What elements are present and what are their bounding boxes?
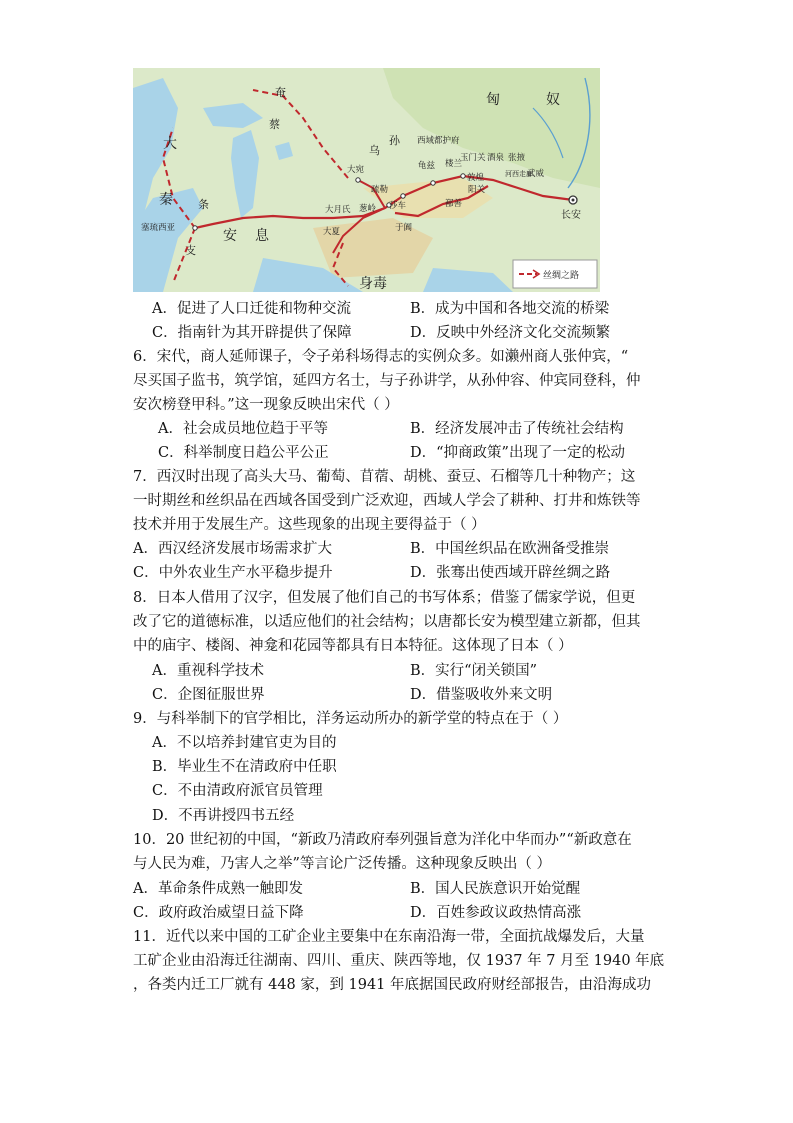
map-label-anxi-2: 息 xyxy=(255,228,269,244)
q10-option-b: B．国人民族意识开始觉醒 xyxy=(410,881,581,897)
q9-option-b: B．毕业生不在清政府中任职 xyxy=(152,759,337,775)
map-label-yangguan: 阳关 xyxy=(468,185,486,195)
q10-option-d: D．百姓参政议政热情高涨 xyxy=(410,905,582,921)
q7-stem-line-1: 7．西汉时出现了高头大马、葡萄、苜蓿、胡桃、蚕豆、石榴等几十种物产；这 xyxy=(133,469,636,485)
q8-option-b: B．实行“闭关锁国” xyxy=(410,663,537,679)
map-label-shanshan: 鄯善 xyxy=(445,199,463,209)
q11-stem-line-2: 工矿企业由沿海迁往湖南、四川、重庆、陕西等地，仅 1937 年 7 月至 1940 年底 xyxy=(133,953,665,969)
city-dot xyxy=(431,181,435,185)
city-dot xyxy=(401,194,405,198)
q5-option-c: C．指南针为其开辟提供了保障 xyxy=(152,325,352,341)
map-label-anxi-1: 安 xyxy=(223,228,237,244)
map-label-xiongnu-1: 匈 xyxy=(486,92,500,108)
map-label-tiao: 条 xyxy=(198,198,209,211)
map-label-hexi: 河西走廊 xyxy=(505,170,533,178)
map-label-qin: 秦 xyxy=(159,192,173,208)
map-label-shache: 莎车 xyxy=(389,201,407,211)
q5-option-d: D．反映中外经济文化交流频繁 xyxy=(410,325,611,341)
map-label-shendu: 身毒 xyxy=(359,276,387,292)
q7-option-d: D．张骞出使西域开辟丝绸之路 xyxy=(410,565,611,581)
q8-option-d: D．借鉴吸收外来文明 xyxy=(410,687,553,703)
q8-option-c: C．企图征服世界 xyxy=(152,687,265,703)
q7-option-a: A．西汉经济发展市场需求扩大 xyxy=(133,541,332,557)
q10-stem-line-2: 与人民为难，乃害人之举”等言论广泛传播。这种现象反映出（ ） xyxy=(133,856,552,872)
map-label-yan: 奄 xyxy=(275,86,286,99)
q6-option-b: B．经济发展冲击了传统社会结构 xyxy=(410,421,624,437)
q9-option-a: A．不以培养封建官吏为目的 xyxy=(152,735,337,751)
legend-label: 丝绸之路 xyxy=(543,271,580,281)
changan-marker-center xyxy=(572,199,575,202)
map-label-dayuan: 大宛 xyxy=(347,165,365,175)
map-label-daxia: 大夏 xyxy=(323,227,341,237)
q5-option-b: B．成为中国和各地交流的桥梁 xyxy=(410,301,610,317)
city-dot xyxy=(356,178,360,182)
q8-stem-line-2: 改了它的道德标准，以适应他们的社会结构；以唐都长安为模型建立新都，但其 xyxy=(133,614,641,630)
q9-stem-line-1: 9．与科举制下的官学相比，洋务运动所办的新学堂的特点在于（ ） xyxy=(133,711,568,727)
city-dot xyxy=(193,226,197,230)
map-label-selucia: 塞琉西亚 xyxy=(141,223,176,233)
map-label-dayuezhi: 大月氏 xyxy=(325,205,351,215)
map-label-cai: 蔡 xyxy=(269,118,280,131)
map-label-da: 大 xyxy=(163,136,177,152)
map-label-yutian: 于阗 xyxy=(395,223,413,233)
q6-stem-line-1: 6．宋代，商人延师课子，令子弟科场得志的实例众多。如濑州商人张仲宾，“ xyxy=(133,349,629,365)
map-label-sun: 孙 xyxy=(389,134,400,147)
silk-road-map-svg xyxy=(133,68,600,292)
q5-option-a: A．促进了人口迁徙和物种交流 xyxy=(152,301,351,317)
q7-option-b: B．中国丝织品在欧洲备受推崇 xyxy=(410,541,610,557)
map-label-wu: 乌 xyxy=(369,144,380,157)
q8-stem-line-3: 中的庙宇、楼阁、神龛和花园等都具有日本特征。这体现了日本（ ） xyxy=(133,638,573,654)
map-label-changan: 长安 xyxy=(561,210,581,221)
map-label-xiongnu-2: 奴 xyxy=(546,92,560,108)
q6-option-c: C．科举制度日趋公平公正 xyxy=(158,445,329,461)
q10-option-c: C．政府政治威望日益下降 xyxy=(133,905,304,921)
q7-option-c: C．中外农业生产水平稳步提升 xyxy=(133,565,333,581)
q11-stem-line-3: ，各类内迁工厂就有 448 家，到 1941 年底据国民政府财经部报告，由沿海成功 xyxy=(133,977,652,993)
q6-stem-line-3: 安次榜登甲科。”这一现象反映出宋代（ ） xyxy=(133,397,399,413)
q10-stem-line-1: 10．20 世纪初的中国，“新政乃清政府奉列强旨意为洋化中华而办”“新政意在 xyxy=(133,832,632,848)
map-label-qiuci: 龟兹 xyxy=(418,161,436,171)
map-label-zhi: 支 xyxy=(185,244,196,257)
q8-option-a: A．重视科学技术 xyxy=(152,663,264,679)
q6-stem-line-2: 尽买国子监书，筑学馆，延四方名士，与子孙讲学，从孙仲容、仲宾同登科，仲 xyxy=(133,373,641,389)
q8-stem-line-1: 8．日本人借用了汉字，但发展了他们自己的书写体系；借鉴了儒家学说，但更 xyxy=(133,590,636,606)
q7-stem-line-3: 技术并用于发展生产。这些现象的出现主要得益于（ ） xyxy=(133,517,486,533)
map-label-dunhuang: 敦煌 xyxy=(467,173,485,183)
map-label-wuwei: 武威 xyxy=(527,169,545,179)
q9-option-d: D．不再讲授四书五经 xyxy=(152,808,295,824)
q6-option-a: A．社会成员地位趋于平等 xyxy=(158,421,328,437)
q10-option-a: A．革命条件成熟一触即发 xyxy=(133,881,303,897)
map-label-jiuquan: 酒泉 xyxy=(487,153,505,163)
silk-road-map xyxy=(133,68,600,292)
city-dot xyxy=(461,174,465,178)
map-label-loulan: 楼兰 xyxy=(445,159,463,169)
map-legend xyxy=(513,260,597,288)
q7-stem-line-2: 一时期丝和丝织品在西域各国受到广泛欢迎，西域人学会了耕种、打井和炼铁等 xyxy=(133,493,641,509)
q11-stem-line-1: 11．近代以来中国的工矿企业主要集中在东南沿海一带，全面抗战爆发后，大量 xyxy=(133,929,645,945)
q6-option-d: D．“抑商政策”出现了一定的松动 xyxy=(410,445,625,461)
map-label-zhangye: 张掖 xyxy=(508,153,526,163)
map-label-congling: 葱岭 xyxy=(359,204,377,214)
map-label-xiyu: 西域都护府 xyxy=(417,136,460,146)
map-label-yumenguan: 玉门关 xyxy=(460,153,486,163)
q9-option-c: C．不由清政府派官员管理 xyxy=(152,783,323,799)
map-label-shule: 疏勒 xyxy=(371,185,389,195)
